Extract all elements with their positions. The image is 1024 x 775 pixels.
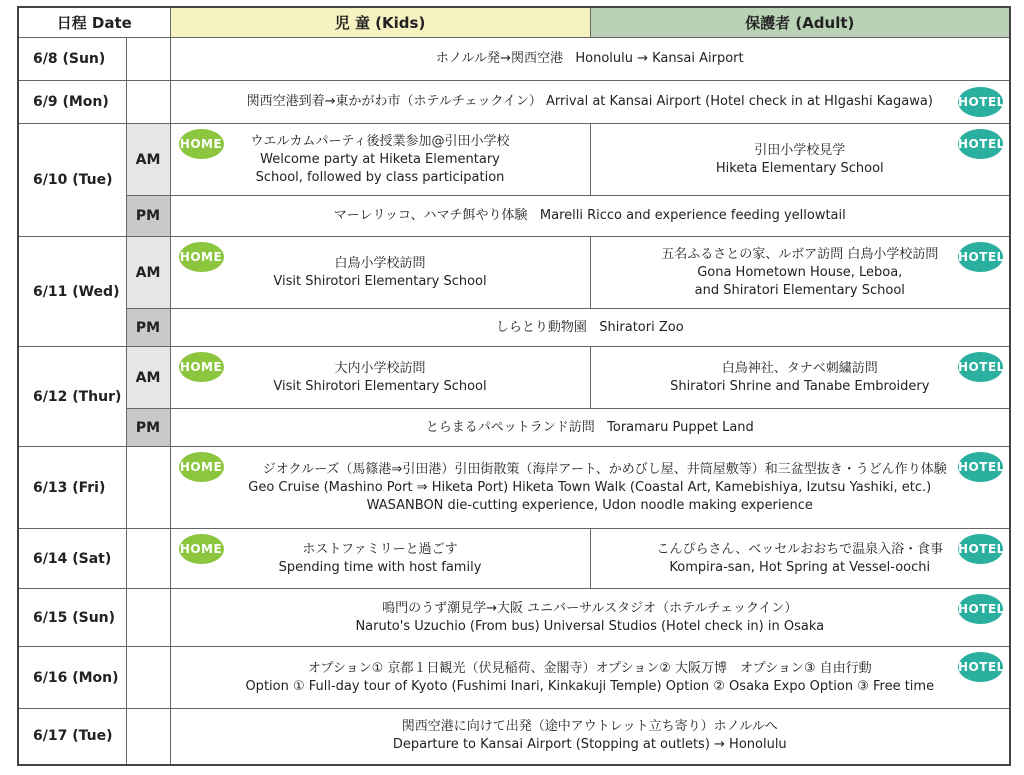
activity-en: Naruto's Uzuchio (From bus) Universal Studios (Hotel check in) in Osaka: [355, 618, 825, 634]
activity-cell: [170, 709, 1010, 765]
activity-en: Welcome party at Hiketa Elementary: [260, 151, 500, 167]
activity-en: Shiratori Shrine and Tanabe Embroidery: [670, 378, 930, 394]
period-cell: [126, 589, 170, 647]
period-cell: [126, 38, 170, 81]
activity-en: Honolulu → Kansai Airport: [575, 51, 744, 66]
hotel-badge-icon: HOTEL: [958, 129, 1003, 159]
table-row: [18, 309, 1010, 347]
activity-jp: ホストファミリーと過ごす: [302, 541, 458, 557]
kids-cell: [170, 347, 590, 409]
period-pm: PM: [126, 196, 170, 237]
date-cell: 6/12 (Thur): [18, 347, 126, 447]
activity-en: Kompira-san, Hot Spring at Vessel-oochi: [669, 559, 931, 575]
activity-jp: 鳴門のうず潮見学→大阪 ユニバーサルスタジオ（ホテルチェックイン）: [382, 600, 798, 616]
hotel-badge-icon: HOTEL: [958, 594, 1003, 624]
period-cell: [126, 709, 170, 765]
activity-en: Geo Cruise (Mashino Port ⇒ Hiketa Port) Hiketa Town Walk (Coastal Art, Kamebishiya, Izutsu Yashiki, etc.): [248, 479, 932, 495]
date-cell: 6/11 (Wed): [18, 237, 126, 347]
date-cell: 6/13 (Fri): [18, 447, 126, 529]
date-cell: 6/9 (Mon): [18, 81, 126, 124]
activity-jp: 五名ふるさとの家、ルボア訪問 白鳥小学校訪問: [661, 246, 939, 262]
adult-cell: [590, 347, 1010, 409]
table-row: [18, 124, 1010, 196]
activity-jp: 関西空港到着→東かがわ市（ホテルチェックイン）: [246, 94, 542, 109]
kids-cell: [170, 237, 590, 309]
home-badge-icon: HOME: [179, 129, 224, 159]
period-cell: [126, 81, 170, 124]
activity-cell: [170, 196, 1010, 237]
table-row: [18, 589, 1010, 647]
activity-jp: マーレリッコ、ハマチ餌やり体験: [333, 208, 528, 223]
activity-en: and Shiratori Elementary School: [694, 282, 905, 298]
period-pm: PM: [126, 409, 170, 447]
table-row: [18, 196, 1010, 237]
activity-en: Visit Shirotori Elementary School: [273, 378, 487, 394]
table-row: [18, 38, 1010, 81]
activity-en: Gona Hometown House, Leboa,: [697, 264, 903, 280]
adult-cell: [590, 124, 1010, 196]
date-cell: 6/8 (Sun): [18, 38, 126, 81]
kids-cell: [170, 124, 590, 196]
activity-en: Arrival at Kansai Airport (Hotel check in at HIgashi Kagawa): [545, 94, 933, 109]
activity-jp: 白鳥小学校訪問: [334, 255, 426, 271]
period-cell: [126, 529, 170, 589]
table-row: [18, 409, 1010, 447]
table-row: [18, 237, 1010, 309]
table-row: [18, 347, 1010, 409]
activity-en: Shiratori Zoo: [599, 319, 684, 335]
hotel-badge-icon: HOTEL: [958, 452, 1003, 482]
kids-cell: [170, 529, 590, 589]
activity-cell: [170, 81, 1010, 124]
table-row: [18, 447, 1010, 529]
activity-jp: しらとり動物園: [495, 319, 587, 335]
home-badge-icon: HOME: [179, 352, 224, 382]
activity-en: Departure to Kansai Airport (Stopping at outlets) → Honolulu: [392, 737, 787, 753]
activity-jp: オプション① 京都１日観光（伏見稲荷、金閣寺）オプション② 大阪万博 オプション③ 自由行動: [307, 660, 872, 676]
activity-en: WASANBON die-cutting experience, Udon noodle making experience: [366, 497, 813, 513]
adult-cell: [590, 529, 1010, 589]
date-cell: 6/17 (Tue): [18, 709, 126, 765]
period-am: AM: [126, 237, 170, 309]
header-date: 日程 Date: [18, 7, 170, 38]
activity-jp: ジオクルーズ（馬篠港⇒引田港）引田街散策（海岸アート、かめびし屋、井筒屋敷等）和三盆型抜き・うどん作り体験: [262, 461, 947, 477]
activity-cell: [170, 447, 1010, 529]
activity-jp: 引田小学校見学: [754, 142, 846, 158]
header-row: [18, 7, 1010, 38]
schedule-table: [17, 6, 1011, 766]
table-row: [18, 709, 1010, 765]
activity-en: School, followed by class participation: [255, 169, 505, 185]
activity-cell: [170, 589, 1010, 647]
activity-en: Toramaru Puppet Land: [607, 419, 754, 435]
activity-jp: こんぴらさん、ベッセルおおちで温泉入浴・食事: [656, 541, 944, 557]
hotel-badge-icon: HOTEL: [958, 652, 1003, 682]
activity-cell: [170, 38, 1010, 81]
date-cell: 6/14 (Sat): [18, 529, 126, 589]
period-am: AM: [126, 347, 170, 409]
activity-jp: 関西空港に向けて出発（途中アウトレット立ち寄り）ホノルルへ: [401, 719, 778, 735]
activity-en: Spending time with host family: [278, 559, 482, 575]
date-cell: 6/15 (Sun): [18, 589, 126, 647]
date-cell: 6/16 (Mon): [18, 647, 126, 709]
hotel-badge-icon: HOTEL: [958, 534, 1003, 564]
home-badge-icon: HOME: [179, 452, 224, 482]
adult-cell: [590, 237, 1010, 309]
activity-jp: ウエルカムパーティ後授業参加@引田小学校: [250, 133, 510, 149]
period-cell: [126, 647, 170, 709]
activity-jp: ホノルル発→関西空港: [435, 51, 563, 66]
activity-cell: [170, 409, 1010, 447]
activity-en: Marelli Ricco and experience feeding yellowtail: [539, 208, 846, 223]
activity-en: Option ① Full-day tour of Kyoto (Fushimi Inari, Kinkakuji Temple) Option ② Osaka Expo Option ③ Free time: [245, 678, 935, 694]
date-cell: 6/10 (Tue): [18, 124, 126, 237]
header-kids: 児 童 (Kids): [170, 7, 590, 38]
period-pm: PM: [126, 309, 170, 347]
table-row: [18, 647, 1010, 709]
table-row: [18, 81, 1010, 124]
activity-cell: [170, 309, 1010, 347]
activity-jp: 大内小学校訪問: [334, 360, 426, 376]
table-row: [18, 529, 1010, 589]
header-adult: 保護者 (Adult): [590, 7, 1010, 38]
period-cell: [126, 447, 170, 529]
activity-jp: 白鳥神社、タナベ刺繍訪問: [721, 360, 878, 376]
home-badge-icon: HOME: [179, 242, 224, 272]
home-badge-icon: HOME: [179, 534, 224, 564]
activity-en: Visit Shirotori Elementary School: [273, 273, 487, 289]
activity-cell: [170, 647, 1010, 709]
hotel-badge-icon: HOTEL: [958, 242, 1003, 272]
activity-jp: とらまるパペットランド訪問: [425, 419, 595, 435]
activity-en: Hiketa Elementary School: [715, 160, 884, 176]
period-am: AM: [126, 124, 170, 196]
hotel-badge-icon: HOTEL: [958, 352, 1003, 382]
hotel-badge-icon: HOTEL: [958, 87, 1003, 117]
